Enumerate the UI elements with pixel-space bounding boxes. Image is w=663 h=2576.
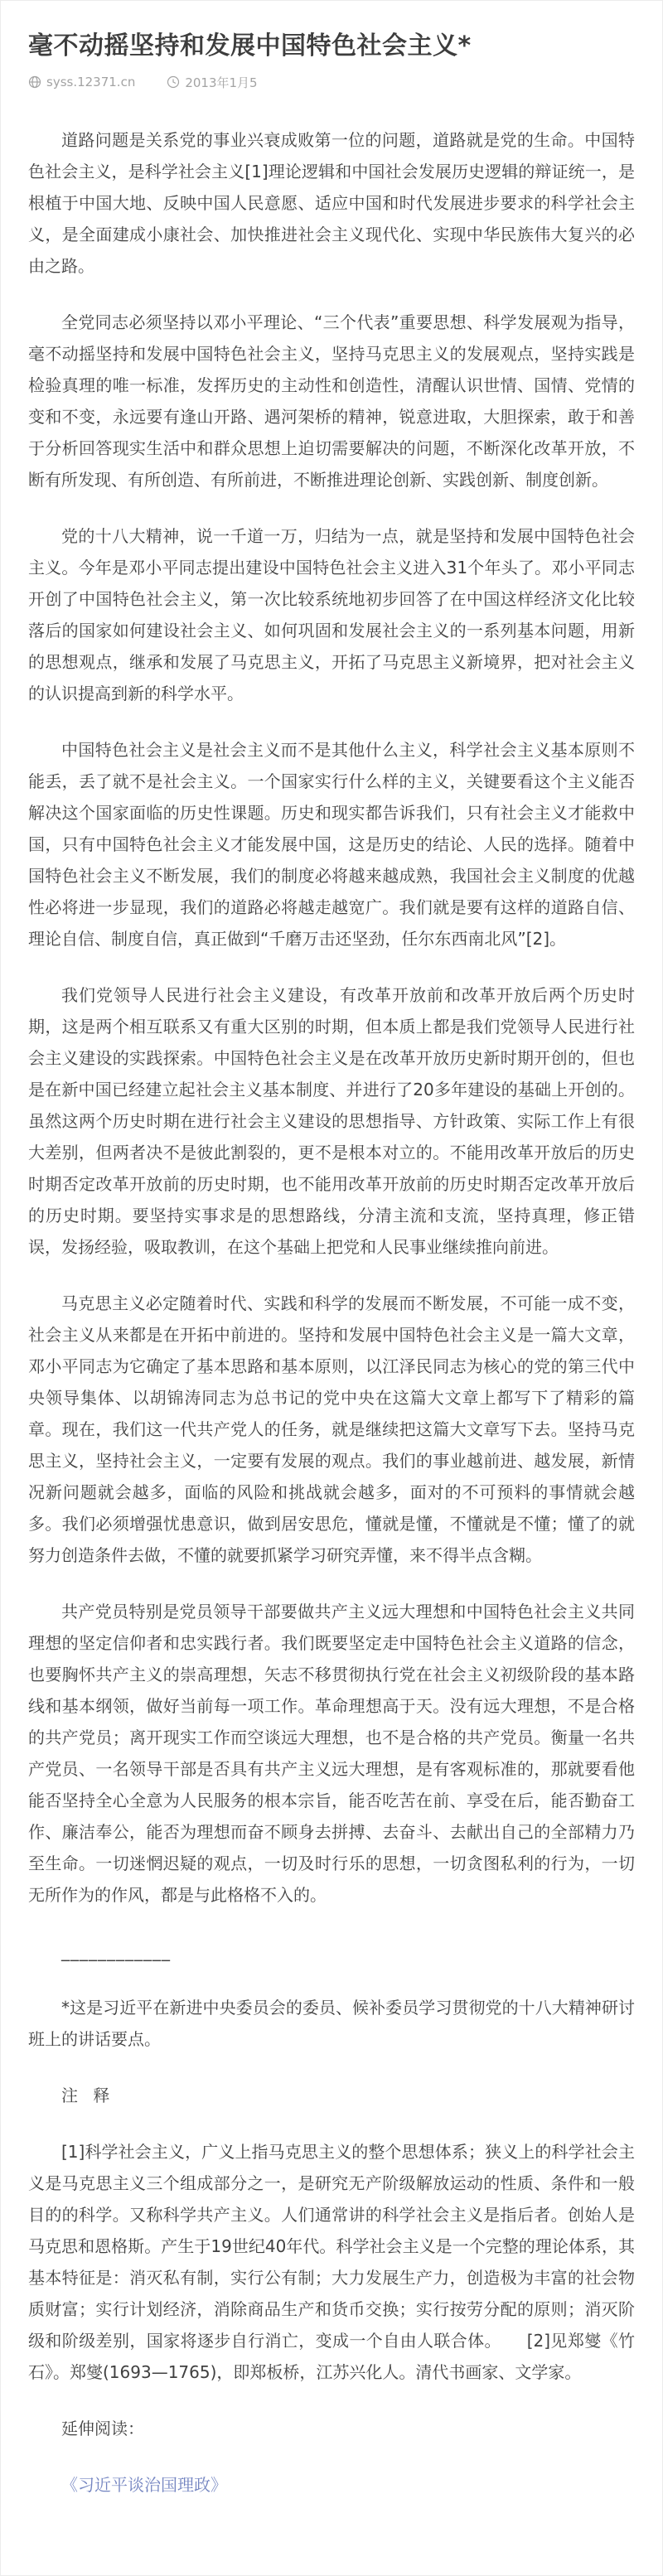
article-paragraph: 共产党员特别是党员领导干部要做共产主义远大理想和中国特色社会主义共同理想的坚定信仰者和忠实践行者。我们既要坚定走中国特色社会主义道路的信念，也要胸怀共产主义的崇高理想，矢志不移贯彻执行党在社会主义初级阶段的基本路线和基本纲领，做好当前每一项工作。革命理想高于天。没有远大理想，不是合格的共产党员；离开现实工作而空谈远大理想，也不是合格的共产党员。衡量一名共产党员、一名领导干部是否具有共产主义远大理想，是有客观标准的，那就要看他能否坚持全心全意为人民服务的根本宗旨，能否吃苦在前、享受在后，能否勤奋工作、廉洁奉公，能否为理想而奋不顾身去拼搏、去奋斗、去献出自己的全部精力乃至生命。一切迷惘迟疑的观点，一切及时行乐的思想，一切贪图私利的行为，一切无所作为的作风，都是与此格格不入的。	[28, 1601, 635, 1905]
page-title: 毫不动摇坚持和发展中国特色社会主义*	[28, 31, 472, 60]
article-paragraph: 中国特色社会主义是社会主义而不是其他什么主义，科学社会主义基本原则不能丢，丢了就不是社会主义。一个国家实行什么样的主义，关键要看这个主义能否解决这个国家面临的历史性课题。历史和现实都告诉我们，只有社会主义才能救中国，只有中国特色社会主义才能发展中国，这是历史的结论、人民的选择。随着中国特色社会主义不断发展，我们的制度必将越来越成熟，我国社会主义制度的优越性必将进一步显现，我们的道路必将越走越宽广。我们就是要有这样的道路自信、理论自信、制度自信，真正做到“千磨万击还坚劲，任尔东西南北风”[2]。	[28, 739, 635, 949]
globe-icon	[28, 75, 41, 89]
article-paragraph: 道路问题是关系党的事业兴衰成败第一位的问题，道路就是党的生命。中国特色社会主义，是科学社会主义[1]理论逻辑和中国社会发展历史逻辑的辩证统一，是根植于中国大地、反映中国人民意愿、适应中国和时代发展进步要求的科学社会主义，是全面建成小康社会、加快推进社会主义现代化、实现中华民族伟大复兴的必由之路。	[28, 129, 635, 276]
footnote-text: *这是习近平在新进中央委员会的委员、候补委员学习贯彻党的十八大精神研讨班上的讲话要点。	[28, 1997, 635, 2049]
extended-reading-link[interactable]: 《习近平谈治国理政》	[61, 2474, 227, 2495]
article-paragraph: 全党同志必须坚持以邓小平理论、“三个代表”重要思想、科学发展观为指导，毫不动摇坚持和发展中国特色社会主义，坚持马克思主义的发展观点，坚持实践是检验真理的唯一标准，发挥历史的主动性和创造性，清醒认识世情、国情、党情的变和不变，永远要有逢山开路、遇河架桥的精神，锐意进取，大胆探索，敢于和善于分析回答现实生活中和群众思想上迫切需要解决的问题，不断深化改革开放，不断有所发现、有所创造、有所前进，不断推进理论创新、实践创新、制度创新。	[28, 312, 635, 490]
notes-text: [1]科学社会主义，广义上指马克思主义的整个思想体系；狭义上的科学社会主义是马克思主义三个组成部分之一，是研究无产阶级解放运动的性质、条件和一般目的的科学。又称科学共产主义。人们通常讲的科学社会主义是指后者。创始人是马克思和恩格斯。产生于19世纪40年代。科学社会主义是一个完整的理论体系，其基本特征是：消灭私有制，实行公有制；大力发展生产力，创造极为丰富的社会物质财富；实行计划经济，消除商品生产和货币交换；实行按劳分配的原则；消灭阶级和阶级差别，国家将逐步自行消亡，变成一个自由人联合体。 [2]见郑燮《竹石》。郑燮(1693—1765)，即郑板桥，江苏兴化人。清代书画家、文学家。	[28, 2141, 635, 2382]
date-text: 2013年1月5	[185, 75, 258, 90]
source-meta	[28, 75, 135, 89]
extended-reading-label: 延伸阅读：	[61, 2418, 144, 2438]
extended-reading-row	[28, 2469, 635, 2501]
notes-heading: 注 释	[61, 2085, 115, 2105]
article-paragraph: 马克思主义必定随着时代、实践和科学的发展而不断发展，不可能一成不变，社会主义从来都是在开拓中前进的。坚持和发展中国特色社会主义是一篇大文章，邓小平同志为它确定了基本思路和基本原则，以江泽民同志为核心的党的第三代中央领导集体、以胡锦涛同志为总书记的党中央在这篇大文章上都写下了精彩的篇章。现在，我们这一代共产党人的任务，就是继续把这篇大文章写下去。坚持马克思主义，坚持社会主义，一定要有发展的观点。我们的事业越前进、越发展，新情况新问题就会越多，面临的风险和挑战就会越多，面对的不可预料的事情就会越多。我们必须增强忧患意识，做到居安思危，懂就是懂，不懂就是不懂；懂了的就努力创造条件去做，不懂的就要抓紧学习研究弄懂，来不得半点含糊。	[28, 1293, 635, 1565]
source-text: syss.12371.cn	[46, 75, 136, 89]
clock-icon	[167, 75, 180, 89]
article-body	[28, 124, 635, 2501]
article-meta	[28, 74, 635, 91]
article-paragraph: 我们党领导人民进行社会主义建设，有改革开放前和改革开放后两个历史时期，这是两个相互联系又有重大区别的时期，但本质上都是我们党领导人民进行社会主义建设的实践探索。中国特色社会主义是在改革开放历史新时期开创的，但也是在新中国已经建立起社会主义基本制度、并进行了20多年建设的基础上开创的。虽然这两个历史时期在进行社会主义建设的思想指导、方针政策、实际工作上有很大差别，但两者决不是彼此割裂的，更不是根本对立的。不能用改革开放后的历史时期否定改革开放前的历史时期，也不能用改革开放前的历史时期否定改革开放后的历史时期。要坚持实事求是的思想路线，分清主流和支流，坚持真理，修正错误，发扬经验，吸取教训，在这个基础上把党和人民事业继续推向前进。	[28, 984, 635, 1257]
article-paragraph: 党的十八大精神，说一千道一万，归结为一点，就是坚持和发展中国特色社会主义。今年是邓小平同志提出建设中国特色社会主义进入31个年头了。邓小平同志开创了中国特色社会主义，第一次比较系统地初步回答了在中国这样经济文化比较落后的国家如何建设社会主义、如何巩固和发展社会主义的一系列基本问题，用新的思想观点，继承和发展了马克思主义，开拓了马克思主义新境界，把对社会主义的认识提高到新的科学水平。	[28, 525, 635, 703]
date-meta	[167, 74, 257, 91]
footnote-separator: ____________	[61, 1940, 171, 1961]
